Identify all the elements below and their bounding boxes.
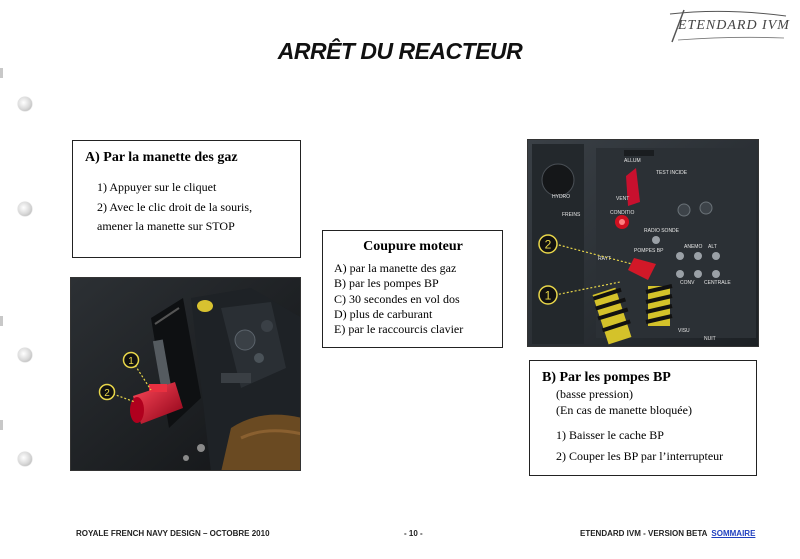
callout-label: 1	[128, 356, 134, 367]
coupure-item: B) par les pompes BP	[334, 276, 439, 291]
etendard-logo	[664, 6, 790, 46]
coupure-item: A) par la manette des gaz	[334, 261, 457, 275]
throttle-screenshot	[70, 277, 301, 471]
panel-label: TEST INCIDE	[656, 170, 688, 176]
pompes-step: 2) Couper les BP par l’interrupteur	[556, 449, 724, 463]
binder-hole	[18, 97, 32, 111]
panel-label: ALT	[708, 244, 717, 250]
callout-2-icon	[100, 385, 115, 400]
pompes-panel-screenshot	[527, 139, 759, 347]
pompes-step: 1) Baisser le cache BP	[556, 428, 664, 442]
page-number: - 10 -	[404, 529, 423, 538]
pompes-subtitle: (basse pression)	[556, 387, 633, 401]
coupure-moteur-box	[322, 230, 503, 348]
footer-version: ETENDARD IVM - VERSION BETA	[580, 529, 708, 538]
callout-1-icon	[539, 286, 557, 304]
edge-mark	[0, 420, 3, 430]
panel-label: FREINS	[562, 212, 581, 218]
panel-label: CONDITIO	[610, 210, 635, 216]
pompes-bp-box	[529, 360, 757, 476]
panel-label: RADIO SONDE	[644, 228, 680, 234]
page-title: ARRÊT DU REACTEUR	[277, 38, 523, 64]
footer-right	[580, 529, 755, 538]
binder-hole	[18, 452, 32, 466]
panel-label: CONV	[680, 280, 695, 286]
panel-label: VISU	[678, 328, 690, 334]
panel-label: ANEMO	[684, 244, 703, 250]
sommaire-link[interactable]: SOMMAIRE	[711, 529, 756, 538]
edge-mark	[0, 316, 3, 326]
callout-label: 1	[544, 288, 552, 303]
panel-label: ALLUM	[624, 158, 641, 164]
callout-1-icon	[124, 353, 139, 368]
binder-hole	[18, 348, 32, 362]
pompes-subtitle: (En cas de manette bloquée)	[556, 403, 692, 417]
manette-title: A) Par la manette des gaz	[85, 150, 238, 165]
panel-label: RAYT	[598, 256, 611, 262]
manette-step: amener la manette sur STOP	[97, 219, 235, 233]
coupure-item: E) par le raccourcis clavier	[334, 322, 464, 337]
panel-label: CENTRALE	[704, 280, 731, 286]
coupure-title: Coupure moteur	[363, 239, 463, 254]
callout-label: 2	[544, 237, 552, 252]
callout-label: 2	[104, 388, 110, 399]
panel-label: HYDRO	[552, 194, 571, 200]
manette-step: 1) Appuyer sur le cliquet	[97, 180, 217, 194]
manette-instructions-box	[72, 140, 301, 258]
pompes-title: B) Par les pompes BP	[542, 370, 671, 385]
logo-text: ETENDARD IVM	[678, 18, 790, 33]
edge-mark	[0, 68, 3, 78]
panel-label: VENT	[616, 196, 630, 202]
footer-left: ROYALE FRENCH NAVY DESIGN – OCTOBRE 2010	[76, 529, 270, 538]
callout-2-icon	[539, 235, 557, 253]
panel-label: POMPES BP	[634, 248, 664, 254]
manette-step: 2) Avec le clic droit de la souris,	[97, 200, 253, 214]
coupure-item: D) plus de carburant	[334, 306, 433, 321]
coupure-item: C) 30 secondes en vol dos	[334, 291, 460, 306]
panel-label: NUIT	[704, 336, 716, 342]
binder-hole	[18, 202, 32, 216]
